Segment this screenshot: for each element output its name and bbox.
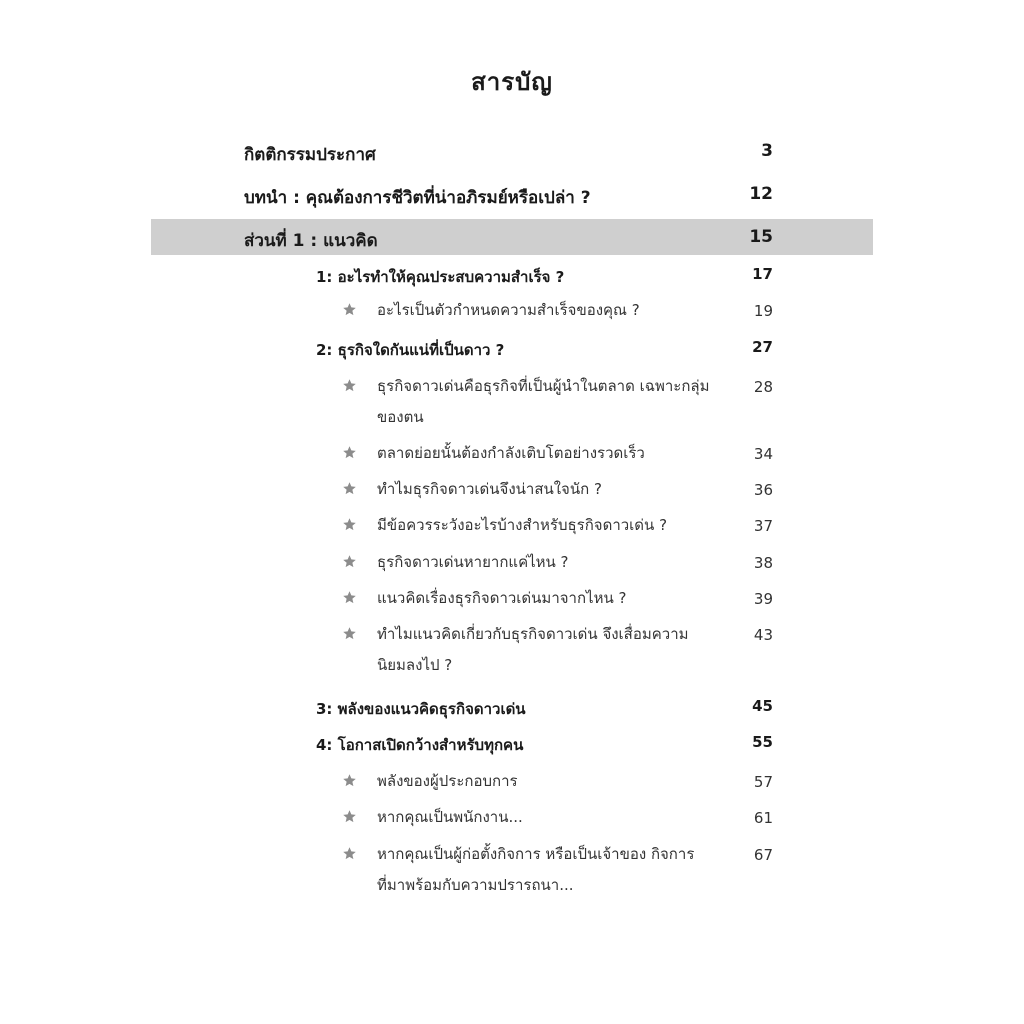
section-page: 61 (753, 809, 773, 827)
section-page: 43 (753, 626, 773, 644)
chapter-page: 45 (752, 697, 773, 715)
section-label: มีข้อควรระวังอะไรบ้างสำหรับธุรกิจดาวเด่น ? (377, 516, 668, 534)
star-icon (342, 846, 357, 861)
star-icon (342, 445, 357, 460)
section-label: หากคุณเป็นพนักงาน... (377, 808, 523, 826)
section-label: ธุรกิจดาวเด่นหายากแค่ไหน ? (377, 553, 569, 571)
toc-chapter-3[interactable] (316, 697, 773, 721)
star-icon (342, 378, 357, 393)
chapter-page: 27 (752, 338, 773, 356)
section-label: ตลาดย่อยนั้นต้องกำลังเติบโตอย่างรวดเร็ว (377, 444, 645, 462)
entry-label: กิตติกรรมประกาศ (244, 145, 376, 165)
section-label: หากคุณเป็นผู้ก่อตั้งกิจการ หรือเป็นเจ้าของ กิจการที่มาพร้อมกับความปรารถนา... (377, 845, 695, 894)
chapter-label: 4: โอกาสเปิดกว้างสำหรับทุกคน (316, 736, 524, 754)
entry-page: 3 (761, 141, 773, 161)
section-page: 28 (753, 378, 773, 396)
section-page: 37 (753, 517, 773, 535)
star-icon (342, 809, 357, 824)
chapter-label: 2: ธุรกิจใดกันแน่ที่เป็นดาว ? (316, 341, 505, 359)
section-label: ทำไมธุรกิจดาวเด่นจึงน่าสนใจนัก ? (377, 480, 602, 498)
toc-entry-introduction[interactable] (244, 184, 773, 211)
star-icon (342, 590, 357, 605)
section-page: 19 (753, 302, 773, 320)
entry-page: 12 (749, 184, 773, 204)
entry-page: 15 (749, 227, 773, 247)
chapter-page: 55 (752, 733, 773, 751)
toc-entry-part-1[interactable] (244, 227, 773, 254)
section-page: 57 (753, 773, 773, 791)
chapter-page: 17 (752, 265, 773, 283)
toc-chapter-2[interactable] (316, 338, 773, 362)
star-icon (342, 302, 357, 317)
section-page: 38 (753, 554, 773, 572)
chapter-label: 1: อะไรทำให้คุณประสบความสำเร็จ ? (316, 268, 565, 286)
star-icon (342, 773, 357, 788)
section-page: 67 (753, 846, 773, 864)
toc-chapter-4[interactable] (316, 733, 773, 757)
section-page: 34 (753, 445, 773, 463)
star-icon (342, 554, 357, 569)
toc-entry-acknowledgements[interactable] (244, 141, 773, 168)
section-label: ธุรกิจดาวเด่นคือธุรกิจที่เป็นผู้นำในตลาด เฉพาะกลุ่มของตน (377, 377, 710, 426)
section-page: 36 (753, 481, 773, 499)
section-label: แนวคิดเรื่องธุรกิจดาวเด่นมาจากไหน ? (377, 589, 627, 607)
section-label: ทำไมแนวคิดเกี่ยวกับธุรกิจดาวเด่น จึงเสื่อมความนิยมลงไป ? (377, 625, 689, 674)
entry-label: ส่วนที่ 1 : แนวคิด (244, 231, 378, 251)
section-label: พลังของผู้ประกอบการ (377, 772, 518, 790)
chapter-label: 3: พลังของแนวคิดธุรกิจดาวเด่น (316, 700, 526, 718)
section-label: อะไรเป็นตัวกำหนดความสำเร็จของคุณ ? (377, 301, 640, 319)
entry-label: บทนำ : คุณต้องการชีวิตที่น่าอภิรมย์หรือเปล่า ? (244, 188, 591, 208)
star-icon (342, 626, 357, 641)
toc-chapter-1[interactable] (316, 265, 773, 289)
star-icon (342, 481, 357, 496)
section-page: 39 (753, 590, 773, 608)
star-icon (342, 517, 357, 532)
page-title: สารบัญ (471, 68, 553, 96)
